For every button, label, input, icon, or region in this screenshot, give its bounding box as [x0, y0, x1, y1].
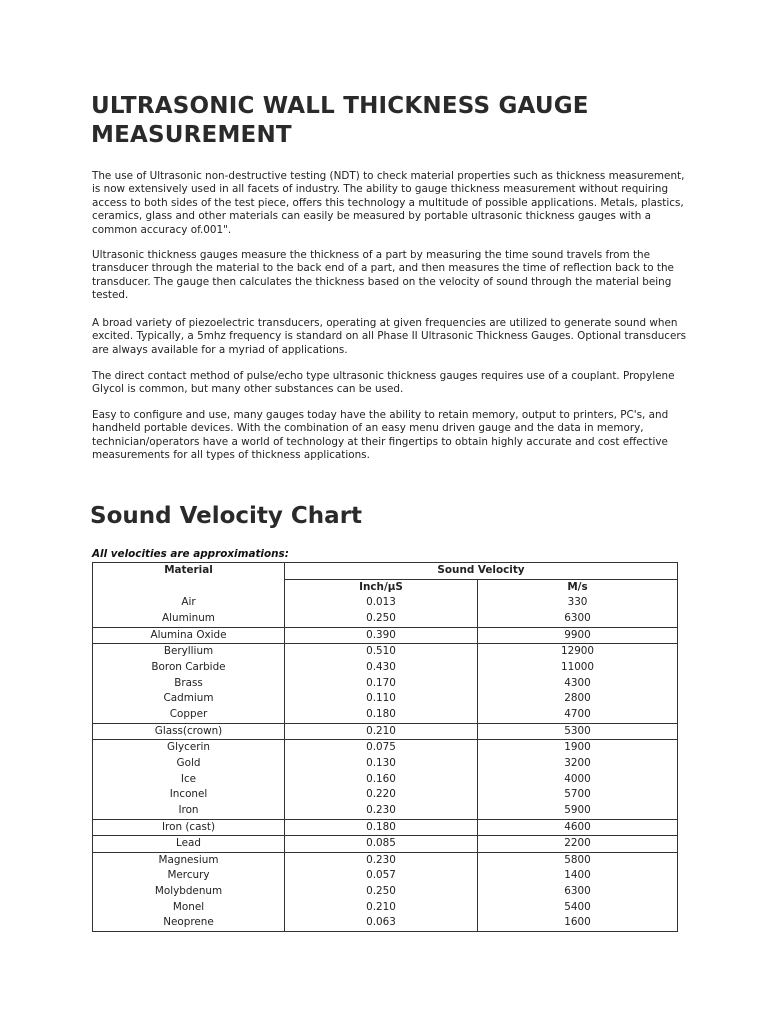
ms-velocity-cell: 4600 — [478, 819, 678, 836]
material-cell: Monel — [93, 900, 285, 916]
chart-title: Sound Velocity Chart — [90, 503, 363, 529]
ms-velocity-cell: 5800 — [478, 852, 678, 868]
material-cell: Beryllium — [93, 644, 285, 660]
velocity-rows — [93, 595, 678, 931]
ms-velocity-cell: 2200 — [478, 836, 678, 853]
material-cell: Gold — [93, 756, 285, 772]
inch-velocity-cell: 0.430 — [285, 660, 478, 676]
ms-velocity-cell: 3200 — [478, 756, 678, 772]
features-paragraph: Easy to configure and use, many gauges today have the ability to retain memory, output to printers, PC's, and handheld portable devices. With the combination of an easy menu driven gauge and the data in memory, technician/operators have a world of technology at their fingertips to obtain highly accurate and cost effective measurements for all types of thickness applications. — [92, 409, 669, 462]
table-row — [93, 740, 678, 756]
table-row — [93, 836, 678, 853]
table-row — [93, 884, 678, 900]
inch-velocity-cell: 0.230 — [285, 803, 478, 819]
table-row — [93, 644, 678, 660]
material-cell: Glycerin — [93, 740, 285, 756]
ms-velocity-cell: 4300 — [478, 676, 678, 692]
inch-velocity-cell: 0.220 — [285, 787, 478, 803]
table-row — [93, 852, 678, 868]
sound-velocity-table — [92, 562, 678, 932]
ms-velocity-cell: 12900 — [478, 644, 678, 660]
ms-velocity-cell: 6300 — [478, 884, 678, 900]
material-cell: Molybdenum — [93, 884, 285, 900]
material-cell: Iron (cast) — [93, 819, 285, 836]
inch-velocity-cell: 0.510 — [285, 644, 478, 660]
page-title: ULTRASONIC WALL THICKNESS GAUGE MEASUREMENT — [91, 93, 589, 148]
ms-velocity-cell: 2800 — [478, 691, 678, 707]
transducer-paragraph: A broad variety of piezoelectric transducers, operating at given frequencies are utilized to generate sound when excited. Typically, a 5mhz frequency is standard on all Phase II Ultrasonic Thickness Gauges. Optional transducers are always available for a myriad of applications. — [92, 317, 687, 356]
table-row — [93, 611, 678, 627]
material-header-spacer — [93, 579, 285, 595]
table-row — [93, 627, 678, 644]
inch-velocity-cell: 0.390 — [285, 627, 478, 644]
measurement-paragraph: Ultrasonic thickness gauges measure the thickness of a part by measuring the time sound travels from the transducer through the material to the back end of a part, and then measures the time of reflection back to the transducer. The gauge then calculates the thickness based on the velocity of sound through the material being tested. — [92, 249, 674, 302]
inch-velocity-cell: 0.110 — [285, 691, 478, 707]
ms-velocity-cell: 330 — [478, 595, 678, 611]
inch-velocity-cell: 0.013 — [285, 595, 478, 611]
ms-velocity-cell: 4700 — [478, 707, 678, 723]
table-row — [93, 756, 678, 772]
table-row — [93, 691, 678, 707]
table-row — [93, 787, 678, 803]
inch-velocity-cell: 0.085 — [285, 836, 478, 853]
inch-velocity-cell: 0.230 — [285, 852, 478, 868]
inch-velocity-cell: 0.075 — [285, 740, 478, 756]
table-row — [93, 660, 678, 676]
material-cell: Mercury — [93, 868, 285, 884]
table-row — [93, 915, 678, 931]
material-cell: Magnesium — [93, 852, 285, 868]
inch-velocity-cell: 0.250 — [285, 884, 478, 900]
material-cell: Iron — [93, 803, 285, 819]
table-row — [93, 900, 678, 916]
inch-velocity-cell: 0.160 — [285, 772, 478, 788]
table-row — [93, 723, 678, 740]
ms-velocity-cell: 5400 — [478, 900, 678, 916]
material-cell: Inconel — [93, 787, 285, 803]
table-row — [93, 772, 678, 788]
ms-velocity-cell: 5900 — [478, 803, 678, 819]
intro-paragraph: The use of Ultrasonic non-destructive testing (NDT) to check material properties such as thickness measurement, is now extensively used in all facets of industry. The ability to gauge thickness measurement without requiring access to both sides of the test piece, offers this technology a multitude of possible applications. Metals, plastics, ceramics, glass and other materials can easily be measured by portable ultrasonic thickness gauges with a common accuracy of.001". — [92, 170, 685, 236]
inch-velocity-cell: 0.180 — [285, 707, 478, 723]
material-cell: Glass(crown) — [93, 723, 285, 740]
material-cell: Alumina Oxide — [93, 627, 285, 644]
ms-velocity-cell: 1600 — [478, 915, 678, 931]
material-cell: Aluminum — [93, 611, 285, 627]
ms-velocity-cell: 1900 — [478, 740, 678, 756]
table-row — [93, 707, 678, 723]
ms-velocity-cell: 9900 — [478, 627, 678, 644]
inch-velocity-cell: 0.057 — [285, 868, 478, 884]
inch-velocity-cell: 0.210 — [285, 723, 478, 740]
table-row — [93, 676, 678, 692]
inch-per-us-header: Inch/µS — [285, 579, 478, 595]
inch-velocity-cell: 0.063 — [285, 915, 478, 931]
ms-velocity-cell: 1400 — [478, 868, 678, 884]
material-cell: Ice — [93, 772, 285, 788]
material-cell: Neoprene — [93, 915, 285, 931]
table-row — [93, 868, 678, 884]
table-row — [93, 819, 678, 836]
ms-velocity-cell: 11000 — [478, 660, 678, 676]
sound-velocity-header: Sound Velocity — [285, 563, 678, 580]
ms-velocity-cell: 5700 — [478, 787, 678, 803]
table-row — [93, 803, 678, 819]
table-row — [93, 595, 678, 611]
material-cell: Cadmium — [93, 691, 285, 707]
material-cell: Lead — [93, 836, 285, 853]
material-cell: Air — [93, 595, 285, 611]
ms-velocity-cell: 6300 — [478, 611, 678, 627]
ms-velocity-cell: 5300 — [478, 723, 678, 740]
material-header: Material — [93, 563, 285, 580]
material-cell: Brass — [93, 676, 285, 692]
inch-velocity-cell: 0.130 — [285, 756, 478, 772]
material-cell: Boron Carbide — [93, 660, 285, 676]
inch-velocity-cell: 0.180 — [285, 819, 478, 836]
inch-velocity-cell: 0.250 — [285, 611, 478, 627]
material-cell: Copper — [93, 707, 285, 723]
meters-per-second-header: M/s — [478, 579, 678, 595]
inch-velocity-cell: 0.170 — [285, 676, 478, 692]
approximation-note: All velocities are approximations: — [92, 548, 289, 560]
ms-velocity-cell: 4000 — [478, 772, 678, 788]
inch-velocity-cell: 0.210 — [285, 900, 478, 916]
couplant-paragraph: The direct contact method of pulse/echo type ultrasonic thickness gauges requires use of a couplant. Propylene Glycol is common, but many other substances can be used. — [92, 370, 675, 396]
